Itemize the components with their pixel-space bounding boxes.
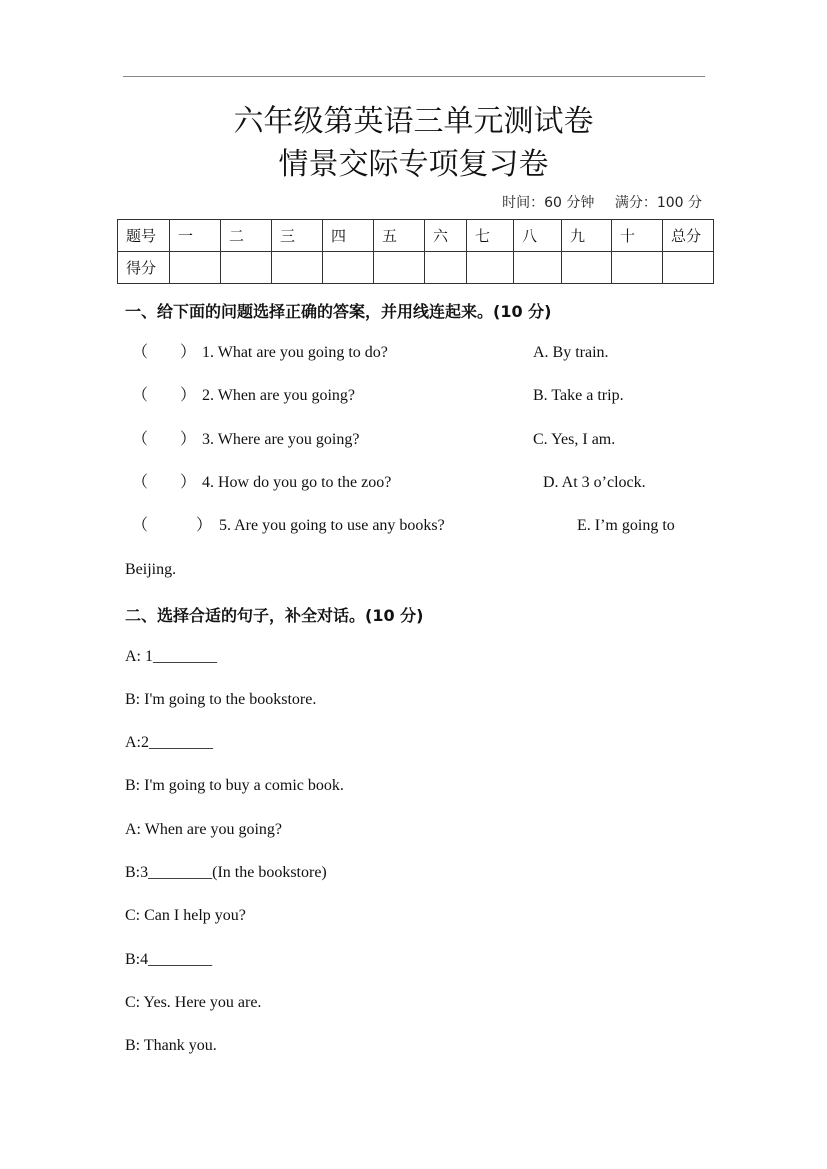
dialogue-line: B: I'm going to the bookstore. [125,691,317,708]
dialogue-line: B:3________(In the bookstore) [125,864,327,881]
score-blank [425,252,467,284]
q1-bracket: （ ） [132,344,197,361]
q5-option: E. I’m going to [577,517,675,534]
dialogue-line: A:2________ [125,734,213,751]
score-blank [663,252,714,284]
dialogue-line: C: Can I help you? [125,907,246,924]
score-blank [272,252,323,284]
full-score: 满分：100 分 [614,195,702,211]
dialogue-line: B: Thank you. [125,1037,217,1054]
q4-option: D. At 3 o’clock. [543,474,646,491]
q1-text: 1. What are you going to do? [202,344,388,361]
q5-option-wrap: Beijing. [125,561,177,578]
score-cell: 十 [612,220,663,252]
score-cell: 五 [374,220,425,252]
score-cell: 一 [170,220,221,252]
dialogue-line: A: When are you going? [125,821,282,838]
dialogue-line: B:4________ [125,951,213,968]
score-cell: 总分 [663,220,714,252]
time-limit: 时间：60 分钟 [502,195,595,211]
q2-text: 2. When are you going? [202,387,355,404]
q5-bracket: （ ） [132,517,213,534]
score-table [117,219,714,284]
score-cell: 四 [323,220,374,252]
section2-title: 二、选择合适的句子，补全对话。(10 分) [125,606,424,625]
header-rule [123,76,705,77]
score-blank [562,252,612,284]
score-blank [612,252,663,284]
q5-text: 5. Are you going to use any books? [219,517,445,534]
score-blank [514,252,562,284]
dialogue-line: C: Yes. Here you are. [125,994,262,1011]
section1-title: 一、给下面的问题选择正确的答案，并用线连起来。(10 分) [125,302,552,321]
score-table-header-row [118,220,714,252]
score-cell: 三 [272,220,323,252]
score-blank [323,252,374,284]
q3-option: C. Yes, I am. [533,431,616,448]
time-info [486,192,702,212]
exam-subtitle: 情景交际专项复习卷 [278,147,549,182]
q3-bracket: （ ） [132,431,197,448]
score-cell: 九 [562,220,612,252]
q4-text: 4. How do you go to the zoo? [202,474,392,491]
q2-option: B. Take a trip. [533,387,624,404]
q2-bracket: （ ） [132,387,197,404]
score-cell: 六 [425,220,467,252]
score-cell: 八 [514,220,562,252]
score-cell: 题号 [118,220,170,252]
score-cell: 七 [467,220,514,252]
q3-text: 3. Where are you going? [202,431,360,448]
score-cell: 二 [221,220,272,252]
score-blank [170,252,221,284]
score-blank [221,252,272,284]
score-blank [374,252,425,284]
q1-option: A. By train. [533,344,609,361]
dialogue-line: A: 1________ [125,648,217,665]
dialogue-line: B: I'm going to buy a comic book. [125,777,344,794]
score-blank [467,252,514,284]
q4-bracket: （ ） [132,474,197,491]
score-table-score-row [118,252,714,284]
exam-title: 六年级第英语三单元测试卷 [233,104,594,139]
score-row-label: 得分 [118,252,170,284]
